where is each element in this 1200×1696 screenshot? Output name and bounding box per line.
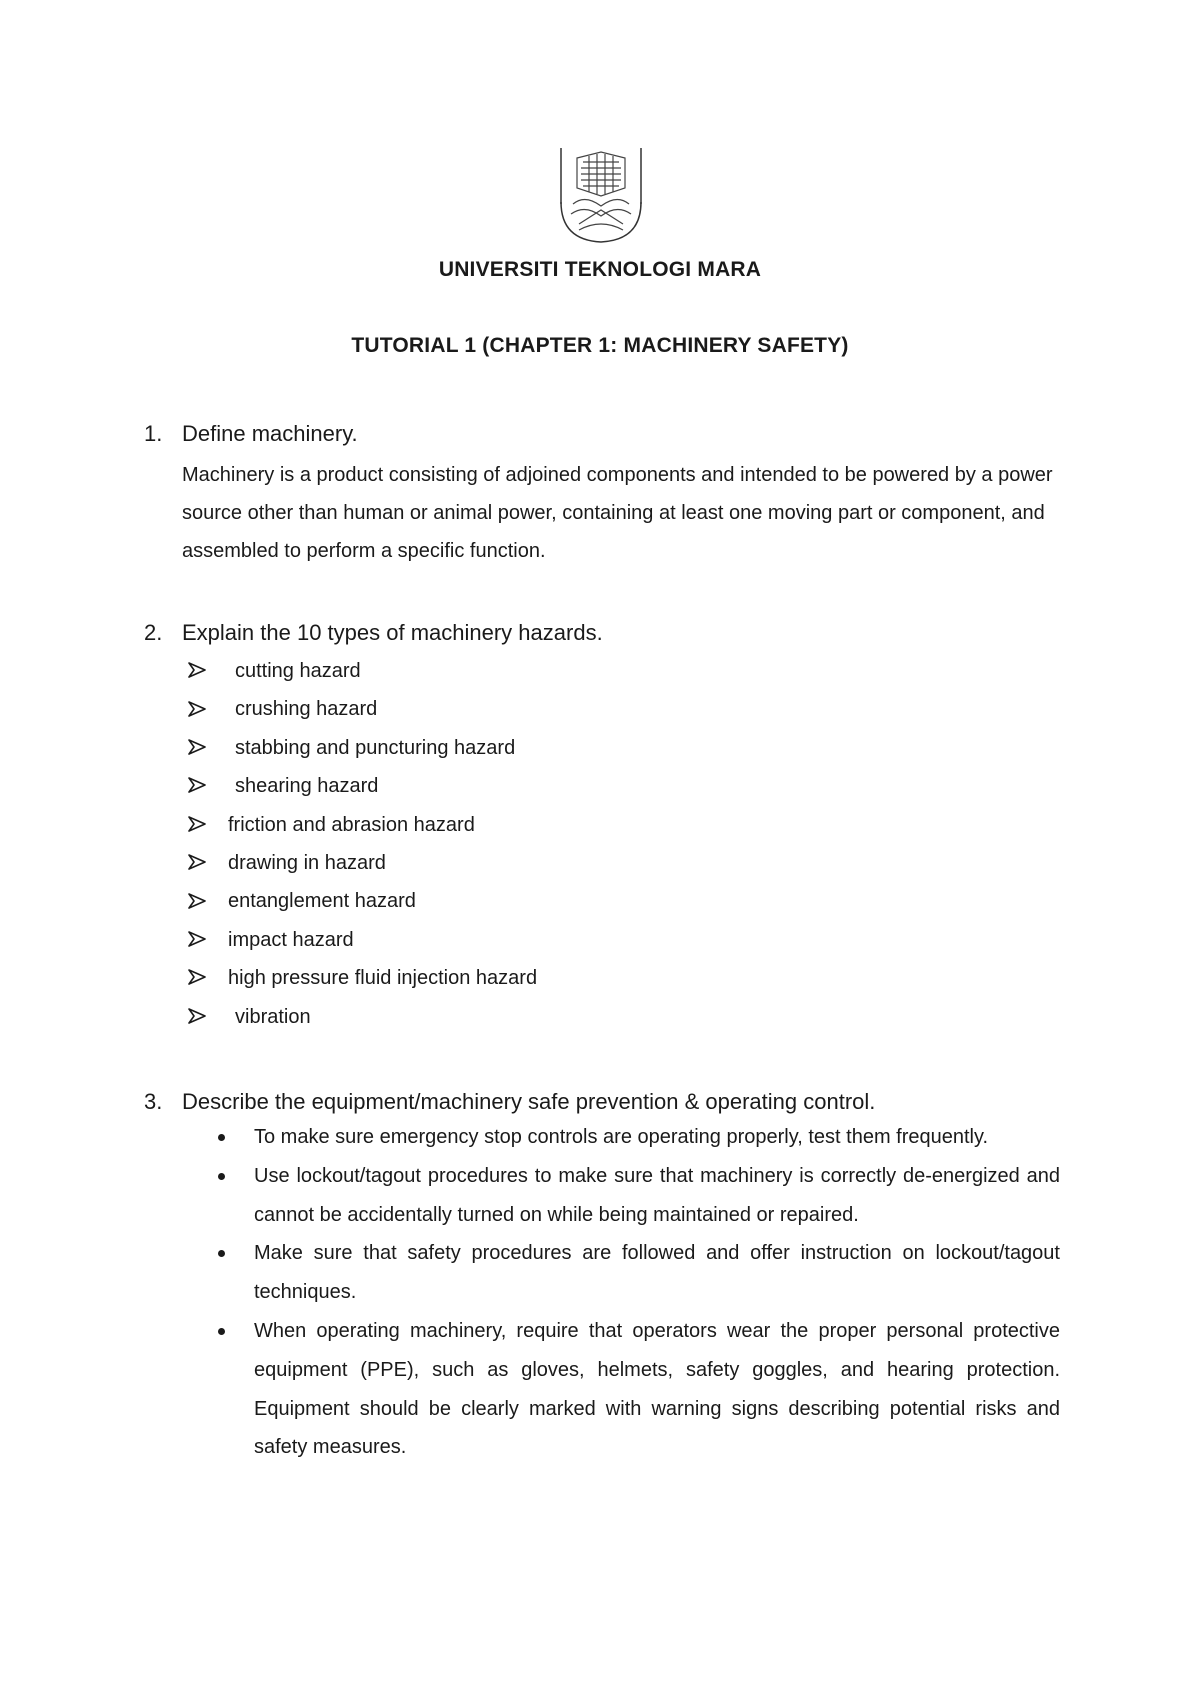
arrow-bullet-icon xyxy=(188,893,207,909)
question-number: 1. xyxy=(144,421,163,446)
point-text: When operating machinery, require that operators wear the proper personal protective equipment (PPE), such as gloves, helmets, safety goggles, and hearing protection. Equipment should be clearly marked with warning signs describing potential risks and safety measures. xyxy=(254,1319,1060,1459)
hazard-list xyxy=(188,652,537,1036)
hazard-text: friction and abrasion hazard xyxy=(228,813,475,836)
point-text: Make sure that safety procedures are followed and offer instruction on lockout/tagout techniques. xyxy=(254,1242,1060,1304)
list-item xyxy=(215,1312,1060,1467)
bullet-icon xyxy=(218,1250,225,1257)
point-text: Use lockout/tagout procedures to make sure that machinery is correctly de-energized and cannot be accidentally turned on while being maintained or repaired. xyxy=(254,1164,1060,1226)
list-item xyxy=(215,1234,1060,1312)
arrow-bullet-icon xyxy=(188,1008,207,1024)
university-logo xyxy=(555,144,647,246)
hazard-text: drawing in hazard xyxy=(228,851,386,874)
bullet-icon xyxy=(218,1173,225,1180)
arrow-bullet-icon xyxy=(188,739,207,755)
list-item xyxy=(188,690,537,728)
list-item xyxy=(188,806,537,844)
hazard-text: stabbing and puncturing hazard xyxy=(235,736,516,759)
list-item xyxy=(188,959,537,997)
arrow-bullet-icon xyxy=(188,816,207,832)
arrow-bullet-icon xyxy=(188,931,207,947)
list-item xyxy=(188,921,537,959)
hazard-text: high pressure fluid injection hazard xyxy=(228,967,538,990)
list-item xyxy=(188,998,537,1036)
question-1-answer: Machinery is a product consisting of adjoined components and intended to be powered by a power source other than human or animal power, containing at least one moving part or component, and assembled to perform a specific function. xyxy=(182,464,1053,562)
question-text: Explain the 10 types of machinery hazards. xyxy=(182,620,603,645)
arrow-bullet-icon xyxy=(188,969,207,985)
list-item xyxy=(215,1157,1060,1235)
hazard-text: crushing hazard xyxy=(235,698,378,721)
list-item xyxy=(188,767,537,805)
list-item xyxy=(188,844,537,882)
point-text: To make sure emergency stop controls are operating properly, test them frequently. xyxy=(254,1126,989,1148)
question-text: Define machinery. xyxy=(182,421,358,446)
list-item xyxy=(188,652,537,690)
hazard-text: impact hazard xyxy=(228,928,354,951)
bullet-icon xyxy=(218,1134,225,1141)
bullet-icon xyxy=(218,1328,225,1335)
arrow-bullet-icon xyxy=(188,854,207,870)
list-item xyxy=(188,729,537,767)
question-2 xyxy=(144,620,603,646)
question-number: 3. xyxy=(144,1089,163,1114)
hazard-text: entanglement hazard xyxy=(228,890,416,913)
prevention-list xyxy=(215,1118,1060,1467)
list-item xyxy=(215,1118,1060,1157)
hazard-text: cutting hazard xyxy=(235,660,361,682)
question-3 xyxy=(144,1089,875,1115)
question-1 xyxy=(144,421,358,447)
question-text: Describe the equipment/machinery safe prevention & operating control. xyxy=(182,1089,876,1114)
university-name: UNIVERSITI TEKNOLOGI MARA xyxy=(438,258,762,281)
arrow-bullet-icon xyxy=(188,662,207,678)
hazard-text: vibration xyxy=(235,1005,311,1028)
hazard-text: shearing hazard xyxy=(235,775,379,798)
tutorial-title: TUTORIAL 1 (CHAPTER 1: MACHINERY SAFETY) xyxy=(351,334,849,357)
question-number: 2. xyxy=(144,620,163,645)
arrow-bullet-icon xyxy=(188,777,207,793)
arrow-bullet-icon xyxy=(188,701,207,717)
list-item xyxy=(188,882,537,920)
